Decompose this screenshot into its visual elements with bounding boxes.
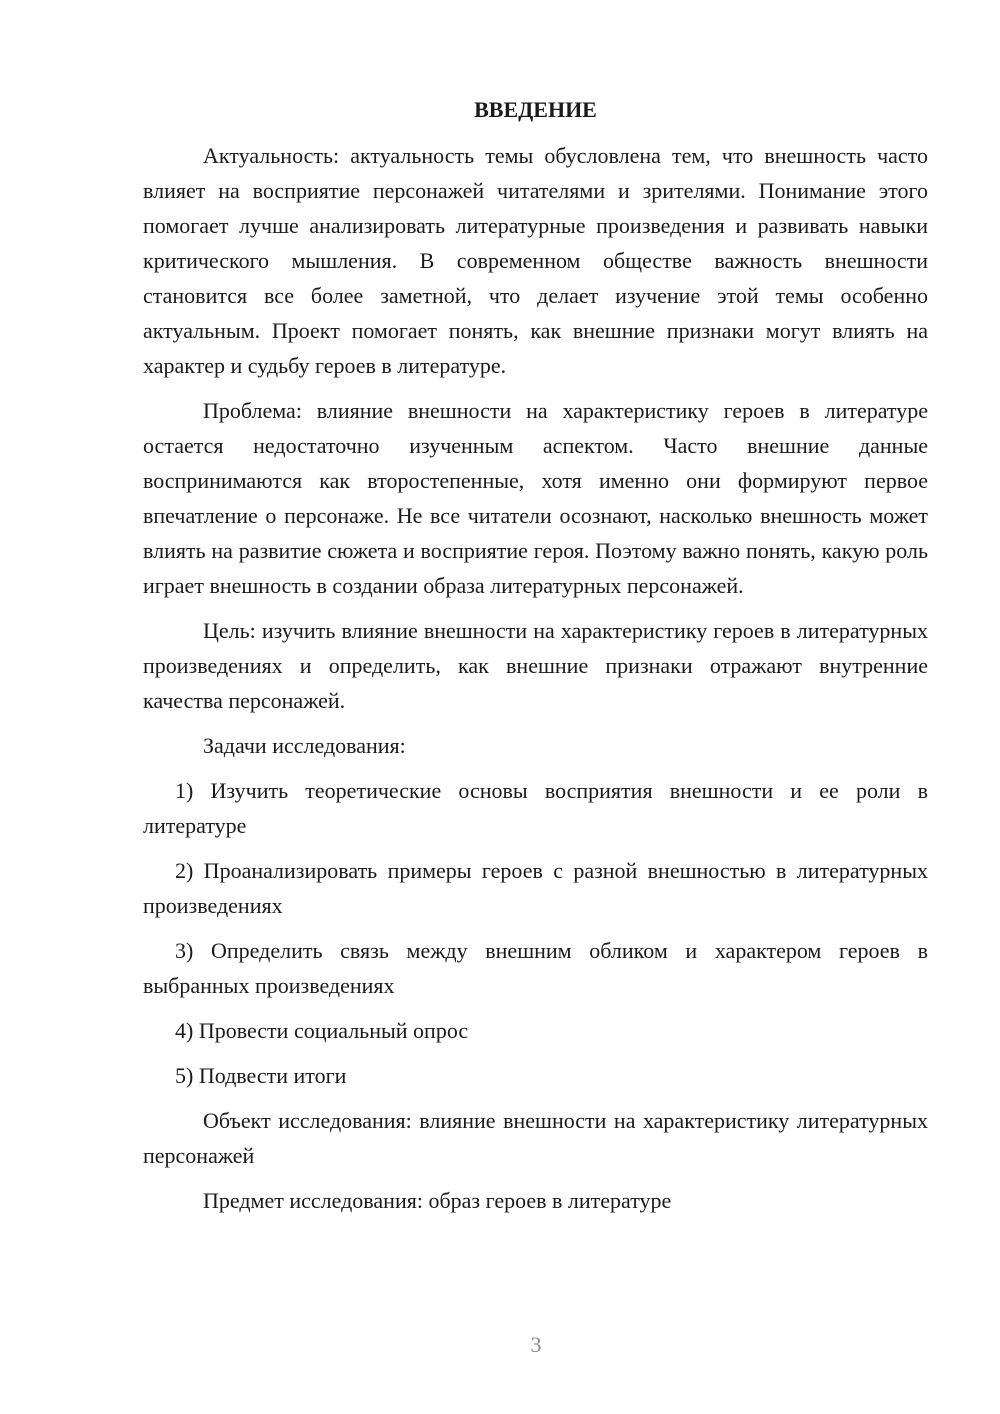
page-title: ВВЕДЕНИЕ	[474, 97, 597, 122]
task-item-5: 5) Подвести итоги	[175, 1063, 347, 1088]
page-number: 3	[530, 1332, 542, 1357]
task-item-4: 4) Провести социальный опрос	[175, 1018, 469, 1043]
paragraph-object: Объект исследования: влияние внешности на характеристику литературных персонажей	[143, 1108, 928, 1168]
tasks-heading: Задачи исследования:	[203, 733, 406, 758]
paragraph-relevance: Актуальность: актуальность темы обусловлена тем, что внешность часто влияет на восприятие персонажей читателями и зрителями. Понимание этого помогает лучше анализировать литературные произведения и развивать навыки критического мышления. В современном обществе важность внешности становится все более заметной, что делает изучение этой темы особенно актуальным. Проект помогает понять, как внешние признаки могут влиять на характер и судьбу героев в литературе.	[143, 143, 928, 378]
page-content	[143, 94, 928, 1228]
paragraph-subject: Предмет исследования: образ героев в литературе	[203, 1188, 672, 1213]
task-item-3: 3) Определить связь между внешним обликом и характером героев в выбранных произведениях	[143, 938, 928, 998]
paragraph-problem: Проблема: влияние внешности на характеристику героев в литературе остается недостаточно изученным аспектом. Часто внешние данные воспринимаются как второстепенные, хотя именно они формируют первое впечатление о персонаже. Не все читатели осознают, насколько внешность может влиять на развитие сюжета и восприятие героя. Поэтому важно понять, какую роль играет внешность в создании образа литературных персонажей.	[143, 398, 928, 598]
task-item-1: 1) Изучить теоретические основы восприятия внешности и ее роли в литературе	[143, 778, 928, 838]
task-item-2: 2) Проанализировать примеры героев с разной внешностью в литературных произведениях	[143, 858, 928, 918]
paragraph-goal: Цель: изучить влияние внешности на характеристику героев в литературных произведениях и определить, как внешние признаки отражают внутренние качества персонажей.	[143, 618, 928, 713]
